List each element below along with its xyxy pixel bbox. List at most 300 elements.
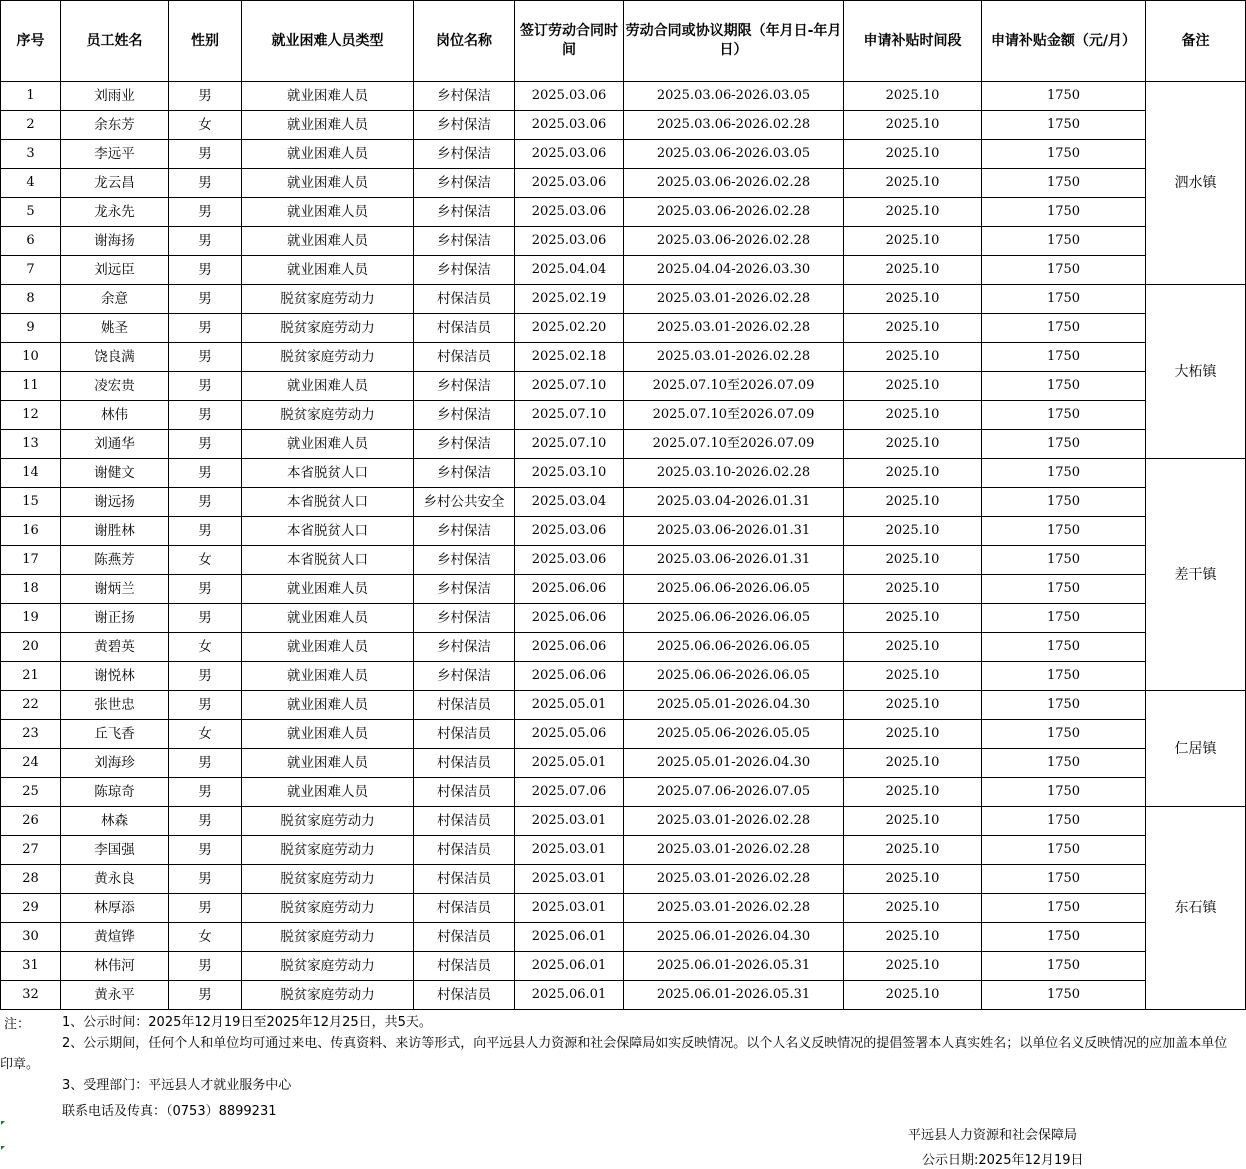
table-row [1, 952, 1246, 981]
period-cell: 2025.10 [844, 952, 982, 981]
signature-date: 公示日期:2025年12月19日 [922, 1153, 1084, 1168]
contract-term-cell: 2025.03.04-2026.01.31 [624, 488, 844, 517]
gender-cell: 男 [169, 575, 242, 604]
amount-cell: 1750 [982, 778, 1146, 807]
contract-term-cell: 2025.06.01-2026.05.31 [624, 952, 844, 981]
name-cell: 谢健文 [61, 459, 169, 488]
header-period: 申请补贴时间段 [844, 1, 982, 82]
amount-cell: 1750 [982, 430, 1146, 459]
post-cell: 村保洁员 [414, 865, 515, 894]
amount-cell: 1750 [982, 517, 1146, 546]
table-row [1, 256, 1246, 285]
post-cell: 村保洁员 [414, 894, 515, 923]
amount-cell: 1750 [982, 633, 1146, 662]
period-cell: 2025.10 [844, 865, 982, 894]
table-row [1, 604, 1246, 633]
amount-cell: 1750 [982, 952, 1146, 981]
type-cell: 就业困难人员 [242, 430, 414, 459]
amount-cell: 1750 [982, 372, 1146, 401]
amount-cell: 1750 [982, 256, 1146, 285]
table-row [1, 807, 1246, 836]
type-cell: 就业困难人员 [242, 372, 414, 401]
name-cell: 余意 [61, 285, 169, 314]
gender-cell: 男 [169, 691, 242, 720]
header-seq: 序号 [1, 1, 61, 82]
table-row [1, 198, 1246, 227]
gender-cell: 女 [169, 546, 242, 575]
type-cell: 本省脱贫人口 [242, 517, 414, 546]
period-cell: 2025.10 [844, 604, 982, 633]
sign-date-cell: 2025.06.01 [515, 981, 624, 1010]
amount-cell: 1750 [982, 865, 1146, 894]
contract-term-cell: 2025.03.06-2026.02.28 [624, 198, 844, 227]
name-cell: 谢胜林 [61, 517, 169, 546]
seq-cell: 15 [1, 488, 61, 517]
note-contact-phone: 联系电话及传真：（0753）8899231 [62, 1104, 277, 1119]
table-row [1, 430, 1246, 459]
table-body [1, 82, 1246, 1010]
name-cell: 余东芳 [61, 111, 169, 140]
seq-cell: 19 [1, 604, 61, 633]
post-cell: 村保洁员 [414, 981, 515, 1010]
seq-cell: 8 [1, 285, 61, 314]
name-cell: 陈琼奇 [61, 778, 169, 807]
post-cell: 乡村公共安全 [414, 488, 515, 517]
gender-cell: 男 [169, 401, 242, 430]
amount-cell: 1750 [982, 691, 1146, 720]
table-row [1, 285, 1246, 314]
period-cell: 2025.10 [844, 227, 982, 256]
seq-cell: 26 [1, 807, 61, 836]
name-cell: 刘远臣 [61, 256, 169, 285]
name-cell: 谢海扬 [61, 227, 169, 256]
remark-town-cell: 大柘镇 [1146, 285, 1246, 459]
post-cell: 乡村保洁 [414, 256, 515, 285]
contract-term-cell: 2025.03.01-2026.02.28 [624, 894, 844, 923]
seq-cell: 6 [1, 227, 61, 256]
contract-term-cell: 2025.03.06-2026.01.31 [624, 517, 844, 546]
table-row [1, 836, 1246, 865]
gender-cell: 男 [169, 894, 242, 923]
type-cell: 脱贫家庭劳动力 [242, 836, 414, 865]
name-cell: 林伟 [61, 401, 169, 430]
type-cell: 本省脱贫人口 [242, 459, 414, 488]
gender-cell: 女 [169, 720, 242, 749]
amount-cell: 1750 [982, 749, 1146, 778]
period-cell: 2025.10 [844, 343, 982, 372]
contract-term-cell: 2025.07.10至2026.07.09 [624, 401, 844, 430]
post-cell: 乡村保洁 [414, 82, 515, 111]
gender-cell: 男 [169, 865, 242, 894]
seq-cell: 32 [1, 981, 61, 1010]
header-contract-term: 劳动合同或协议期限（年月日-年月日） [624, 1, 844, 82]
seq-cell: 11 [1, 372, 61, 401]
type-cell: 就业困难人员 [242, 169, 414, 198]
period-cell: 2025.10 [844, 546, 982, 575]
name-cell: 林森 [61, 807, 169, 836]
note-department: 3、受理部门：平远县人才就业服务中心 [62, 1078, 292, 1093]
seq-cell: 23 [1, 720, 61, 749]
type-cell: 就业困难人员 [242, 111, 414, 140]
period-cell: 2025.10 [844, 807, 982, 836]
header-amount: 申请补贴金额（元/月） [982, 1, 1146, 82]
amount-cell: 1750 [982, 720, 1146, 749]
gender-cell: 男 [169, 981, 242, 1010]
contract-term-cell: 2025.05.06-2026.05.05 [624, 720, 844, 749]
type-cell: 就业困难人员 [242, 662, 414, 691]
header-gender: 性别 [169, 1, 242, 82]
sign-date-cell: 2025.06.06 [515, 604, 624, 633]
name-cell: 姚圣 [61, 314, 169, 343]
period-cell: 2025.10 [844, 923, 982, 952]
gender-cell: 男 [169, 82, 242, 111]
gender-cell: 男 [169, 459, 242, 488]
period-cell: 2025.10 [844, 401, 982, 430]
sign-date-cell: 2025.07.06 [515, 778, 624, 807]
note-publicity-period: 1、公示时间：2025年12月19日至2025年12月25日，共5天。 [62, 1015, 432, 1030]
post-cell: 乡村保洁 [414, 633, 515, 662]
post-cell: 乡村保洁 [414, 459, 515, 488]
seq-cell: 5 [1, 198, 61, 227]
sign-date-cell: 2025.03.06 [515, 111, 624, 140]
sign-date-cell: 2025.03.06 [515, 82, 624, 111]
post-cell: 乡村保洁 [414, 198, 515, 227]
gender-cell: 男 [169, 778, 242, 807]
remark-town-cell: 泗水镇 [1146, 82, 1246, 285]
sign-date-cell: 2025.02.20 [515, 314, 624, 343]
sign-date-cell: 2025.03.01 [515, 836, 624, 865]
name-cell: 林伟河 [61, 952, 169, 981]
type-cell: 就业困难人员 [242, 778, 414, 807]
contract-term-cell: 2025.04.04-2026.03.30 [624, 256, 844, 285]
table-row [1, 720, 1246, 749]
period-cell: 2025.10 [844, 633, 982, 662]
contract-term-cell: 2025.07.10至2026.07.09 [624, 430, 844, 459]
sign-date-cell: 2025.03.06 [515, 169, 624, 198]
post-cell: 村保洁员 [414, 749, 515, 778]
sign-date-cell: 2025.03.01 [515, 865, 624, 894]
amount-cell: 1750 [982, 923, 1146, 952]
gender-cell: 男 [169, 198, 242, 227]
contract-term-cell: 2025.06.01-2026.05.31 [624, 981, 844, 1010]
table-row [1, 575, 1246, 604]
notes-label: 注： [4, 1017, 31, 1032]
type-cell: 脱贫家庭劳动力 [242, 285, 414, 314]
table-row [1, 691, 1246, 720]
amount-cell: 1750 [982, 140, 1146, 169]
type-cell: 就业困难人员 [242, 140, 414, 169]
gender-cell: 男 [169, 372, 242, 401]
amount-cell: 1750 [982, 459, 1146, 488]
post-cell: 乡村保洁 [414, 662, 515, 691]
type-cell: 脱贫家庭劳动力 [242, 401, 414, 430]
type-cell: 脱贫家庭劳动力 [242, 894, 414, 923]
seq-cell: 25 [1, 778, 61, 807]
sign-date-cell: 2025.06.06 [515, 662, 624, 691]
seq-cell: 20 [1, 633, 61, 662]
table-row [1, 401, 1246, 430]
gender-cell: 男 [169, 140, 242, 169]
period-cell: 2025.10 [844, 169, 982, 198]
post-cell: 乡村保洁 [414, 227, 515, 256]
table-row [1, 778, 1246, 807]
name-cell: 张世忠 [61, 691, 169, 720]
table-row [1, 633, 1246, 662]
table-row [1, 894, 1246, 923]
amount-cell: 1750 [982, 981, 1146, 1010]
seq-cell: 21 [1, 662, 61, 691]
sign-date-cell: 2025.06.01 [515, 952, 624, 981]
seq-cell: 16 [1, 517, 61, 546]
seq-cell: 28 [1, 865, 61, 894]
table-row [1, 517, 1246, 546]
type-cell: 本省脱贫人口 [242, 488, 414, 517]
post-cell: 村保洁员 [414, 778, 515, 807]
post-cell: 乡村保洁 [414, 604, 515, 633]
table-row [1, 865, 1246, 894]
sign-date-cell: 2025.03.06 [515, 546, 624, 575]
header-post: 岗位名称 [414, 1, 515, 82]
seq-cell: 29 [1, 894, 61, 923]
amount-cell: 1750 [982, 227, 1146, 256]
post-cell: 村保洁员 [414, 836, 515, 865]
sign-date-cell: 2025.05.06 [515, 720, 624, 749]
contract-term-cell: 2025.07.10至2026.07.09 [624, 372, 844, 401]
seq-cell: 14 [1, 459, 61, 488]
header-sign-date: 签订劳动合同时间 [515, 1, 624, 82]
table-row [1, 459, 1246, 488]
name-cell: 黄永平 [61, 981, 169, 1010]
period-cell: 2025.10 [844, 140, 982, 169]
table-row [1, 227, 1246, 256]
sign-date-cell: 2025.04.04 [515, 256, 624, 285]
post-cell: 村保洁员 [414, 952, 515, 981]
gender-cell: 男 [169, 749, 242, 778]
period-cell: 2025.10 [844, 111, 982, 140]
post-cell: 乡村保洁 [414, 140, 515, 169]
amount-cell: 1750 [982, 836, 1146, 865]
contract-term-cell: 2025.07.06-2026.07.05 [624, 778, 844, 807]
period-cell: 2025.10 [844, 285, 982, 314]
type-cell: 脱贫家庭劳动力 [242, 952, 414, 981]
seq-cell: 18 [1, 575, 61, 604]
period-cell: 2025.10 [844, 691, 982, 720]
contract-term-cell: 2025.03.01-2026.02.28 [624, 343, 844, 372]
period-cell: 2025.10 [844, 198, 982, 227]
amount-cell: 1750 [982, 82, 1146, 111]
name-cell: 刘海珍 [61, 749, 169, 778]
sign-date-cell: 2025.05.01 [515, 749, 624, 778]
period-cell: 2025.10 [844, 778, 982, 807]
period-cell: 2025.10 [844, 517, 982, 546]
seq-cell: 24 [1, 749, 61, 778]
amount-cell: 1750 [982, 314, 1146, 343]
amount-cell: 1750 [982, 807, 1146, 836]
contract-term-cell: 2025.03.01-2026.02.28 [624, 865, 844, 894]
table-row [1, 82, 1246, 111]
gender-cell: 男 [169, 227, 242, 256]
cell-marker-icon [1, 1146, 5, 1150]
header-type: 就业困难人员类型 [242, 1, 414, 82]
type-cell: 就业困难人员 [242, 575, 414, 604]
type-cell: 就业困难人员 [242, 604, 414, 633]
amount-cell: 1750 [982, 546, 1146, 575]
sign-date-cell: 2025.03.06 [515, 517, 624, 546]
post-cell: 乡村保洁 [414, 401, 515, 430]
name-cell: 李国强 [61, 836, 169, 865]
gender-cell: 男 [169, 662, 242, 691]
period-cell: 2025.10 [844, 662, 982, 691]
gender-cell: 男 [169, 256, 242, 285]
contract-term-cell: 2025.03.06-2026.03.05 [624, 140, 844, 169]
contract-term-cell: 2025.05.01-2026.04.30 [624, 749, 844, 778]
name-cell: 龙云昌 [61, 169, 169, 198]
seq-cell: 17 [1, 546, 61, 575]
seq-cell: 30 [1, 923, 61, 952]
amount-cell: 1750 [982, 343, 1146, 372]
contract-term-cell: 2025.03.06-2026.02.28 [624, 169, 844, 198]
amount-cell: 1750 [982, 575, 1146, 604]
table-row [1, 111, 1246, 140]
sign-date-cell: 2025.03.04 [515, 488, 624, 517]
contract-term-cell: 2025.03.01-2026.02.28 [624, 836, 844, 865]
table-row [1, 546, 1246, 575]
remark-town-cell: 东石镇 [1146, 807, 1246, 1010]
sign-date-cell: 2025.03.06 [515, 198, 624, 227]
sign-date-cell: 2025.07.10 [515, 401, 624, 430]
seq-cell: 27 [1, 836, 61, 865]
post-cell: 乡村保洁 [414, 372, 515, 401]
signature-org: 平远县人力资源和社会保障局 [908, 1128, 1078, 1143]
table-row [1, 314, 1246, 343]
name-cell: 刘雨业 [61, 82, 169, 111]
sign-date-cell: 2025.03.06 [515, 227, 624, 256]
post-cell: 乡村保洁 [414, 430, 515, 459]
gender-cell: 男 [169, 430, 242, 459]
name-cell: 龙永先 [61, 198, 169, 227]
type-cell: 本省脱贫人口 [242, 546, 414, 575]
post-cell: 村保洁员 [414, 720, 515, 749]
contract-term-cell: 2025.06.06-2026.06.05 [624, 633, 844, 662]
contract-term-cell: 2025.03.10-2026.02.28 [624, 459, 844, 488]
table-row [1, 488, 1246, 517]
sign-date-cell: 2025.05.01 [515, 691, 624, 720]
period-cell: 2025.10 [844, 836, 982, 865]
seq-cell: 4 [1, 169, 61, 198]
sign-date-cell: 2025.03.01 [515, 807, 624, 836]
seq-cell: 10 [1, 343, 61, 372]
post-cell: 村保洁员 [414, 807, 515, 836]
type-cell: 就业困难人员 [242, 633, 414, 662]
gender-cell: 男 [169, 952, 242, 981]
gender-cell: 男 [169, 314, 242, 343]
seq-cell: 31 [1, 952, 61, 981]
sign-date-cell: 2025.06.01 [515, 923, 624, 952]
type-cell: 就业困难人员 [242, 198, 414, 227]
type-cell: 脱贫家庭劳动力 [242, 923, 414, 952]
amount-cell: 1750 [982, 169, 1146, 198]
post-cell: 村保洁员 [414, 923, 515, 952]
sign-date-cell: 2025.03.01 [515, 894, 624, 923]
period-cell: 2025.10 [844, 459, 982, 488]
header-remark: 备注 [1146, 1, 1246, 82]
post-cell: 乡村保洁 [414, 575, 515, 604]
name-cell: 凌宏贵 [61, 372, 169, 401]
name-cell: 陈燕芳 [61, 546, 169, 575]
seq-cell: 7 [1, 256, 61, 285]
gender-cell: 男 [169, 517, 242, 546]
type-cell: 脱贫家庭劳动力 [242, 314, 414, 343]
table-row [1, 662, 1246, 691]
amount-cell: 1750 [982, 894, 1146, 923]
seq-cell: 13 [1, 430, 61, 459]
period-cell: 2025.10 [844, 749, 982, 778]
period-cell: 2025.10 [844, 894, 982, 923]
contract-term-cell: 2025.05.01-2026.04.30 [624, 691, 844, 720]
name-cell: 黄煊铧 [61, 923, 169, 952]
contract-term-cell: 2025.06.06-2026.06.05 [624, 604, 844, 633]
amount-cell: 1750 [982, 488, 1146, 517]
type-cell: 就业困难人员 [242, 720, 414, 749]
name-cell: 谢炳兰 [61, 575, 169, 604]
sign-date-cell: 2025.06.06 [515, 575, 624, 604]
type-cell: 脱贫家庭劳动力 [242, 343, 414, 372]
type-cell: 脱贫家庭劳动力 [242, 981, 414, 1010]
period-cell: 2025.10 [844, 488, 982, 517]
amount-cell: 1750 [982, 662, 1146, 691]
name-cell: 饶良满 [61, 343, 169, 372]
header-name: 员工姓名 [61, 1, 169, 82]
post-cell: 乡村保洁 [414, 517, 515, 546]
sign-date-cell: 2025.03.06 [515, 140, 624, 169]
period-cell: 2025.10 [844, 575, 982, 604]
contract-term-cell: 2025.03.06-2026.02.28 [624, 111, 844, 140]
contract-term-cell: 2025.03.06-2026.02.28 [624, 227, 844, 256]
table-row [1, 169, 1246, 198]
amount-cell: 1750 [982, 111, 1146, 140]
seq-cell: 9 [1, 314, 61, 343]
contract-term-cell: 2025.03.01-2026.02.28 [624, 285, 844, 314]
period-cell: 2025.10 [844, 430, 982, 459]
sign-date-cell: 2025.03.10 [515, 459, 624, 488]
contract-term-cell: 2025.03.01-2026.02.28 [624, 314, 844, 343]
sign-date-cell: 2025.02.18 [515, 343, 624, 372]
gender-cell: 男 [169, 604, 242, 633]
type-cell: 就业困难人员 [242, 256, 414, 285]
name-cell: 李远平 [61, 140, 169, 169]
table-row [1, 372, 1246, 401]
contract-term-cell: 2025.03.01-2026.02.28 [624, 807, 844, 836]
type-cell: 脱贫家庭劳动力 [242, 807, 414, 836]
period-cell: 2025.10 [844, 314, 982, 343]
post-cell: 乡村保洁 [414, 169, 515, 198]
contract-term-cell: 2025.06.06-2026.06.05 [624, 662, 844, 691]
note-feedback-channels: 2、公示期间，任何个人和单位均可通过来电、传真资料、来访等形式，向平远县人力资源和社会保障局如实反映情况。以个人名义反映情况的提倡签署本人真实姓名；以单位名义反映情况的应加盖本单位印章。 [0, 1036, 1228, 1072]
sign-date-cell: 2025.02.19 [515, 285, 624, 314]
post-cell: 村保洁员 [414, 343, 515, 372]
period-cell: 2025.10 [844, 981, 982, 1010]
cell-marker-icon [1, 1121, 5, 1125]
name-cell: 丘飞香 [61, 720, 169, 749]
gender-cell: 女 [169, 633, 242, 662]
gender-cell: 男 [169, 169, 242, 198]
type-cell: 就业困难人员 [242, 82, 414, 111]
seq-cell: 2 [1, 111, 61, 140]
gender-cell: 男 [169, 836, 242, 865]
contract-term-cell: 2025.03.06-2026.03.05 [624, 82, 844, 111]
gender-cell: 男 [169, 343, 242, 372]
post-cell: 乡村保洁 [414, 546, 515, 575]
